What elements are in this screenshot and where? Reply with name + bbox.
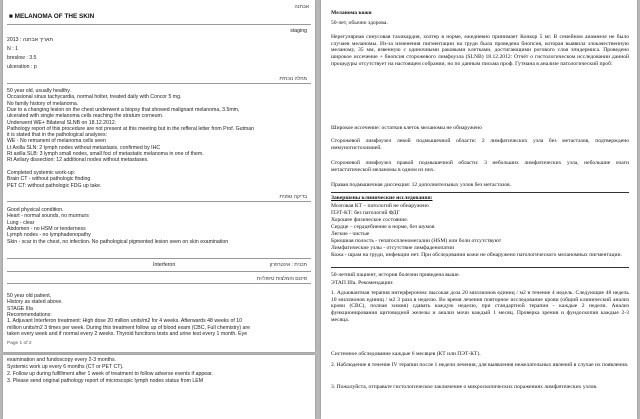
- history-line: No family history of melanoma.: [7, 100, 79, 107]
- translation-paragraph: ЭТАП IIIa. Рекомендации:: [331, 280, 394, 286]
- exam-line: Heart - normal sounds, no murmurs: [7, 213, 89, 220]
- page2-line: examination and fundoscopy every 2-3 months.: [7, 357, 117, 363]
- exam-line: Abdomen - no HSM or tenderness: [7, 225, 86, 232]
- staging-line: תאריך אבחנה : 2013: [7, 37, 54, 43]
- summary-line: 1. Adjuvant Interferon treatment: High dose 20 million units/m2 for 4 weeks. Afterwards 48 weeks of 10: [7, 318, 242, 325]
- translation-paragraph: Нерегулярная синусовая тахикардия, холтер в норме, ежедневно принимает Конкор 5 мг. В семейном анамнезе не было случаев меланомы. Из-за изменения пигментации на груди была проведена биопсия, которая выявила злокачественную меланому, 35 мм, язвенную с одиночными раковыми клетками, достигающими рогового слоя эпидермиса. Проведено широкое иссечение + биопсия сторожевого лимфоузла (SLNB) 18.12.2012: Отчёт о гистологическом исследовании данной процедуры отсутствует на настоящем собрании, но по данным письма проф. Гутмана в анализе патологический проб:: [331, 34, 629, 67]
- summary-line: Recommendations:: [7, 311, 52, 318]
- translation-list-item: Хорошее физическое состояние.: [331, 217, 409, 223]
- history-line: Rt Axilary dissection: 12 additional nodes without metastases.: [7, 157, 149, 164]
- divider: [331, 267, 629, 268]
- history-line: Lt Axilla SLN: 2 lymph nodes without metastasis, confirmed by IHC: [7, 144, 161, 151]
- divider: [7, 271, 311, 272]
- section-heading-summary: סיכום והמלצות טיפוליות: [256, 276, 307, 282]
- summary-line: 50 year old patient,: [7, 293, 52, 299]
- document-page-english-2: [3, 355, 315, 419]
- translation-list-item: Сердце – сердцебиение в норме, без шумов: [331, 224, 435, 230]
- exam-line: Lung - clear: [7, 219, 35, 226]
- diagnosis-title: ■ MELANOMA OF THE SKIN: [9, 13, 95, 20]
- divider: [7, 201, 311, 202]
- divider: [331, 192, 629, 193]
- staging-label: staging: [290, 28, 307, 34]
- translation-list-item: Брюшная полость - гепатоспленомегалии (HSM) или боли отсутствуют: [331, 238, 502, 244]
- translation-paragraph: Сторожевой лимфоузел левой подмышечной области: 2 лимфатических узла без метастазов, подтверждено иммуногистохимией.: [331, 138, 629, 151]
- translation-paragraph: Кожа - шрам на груди, инфекции нет. При обследовании кожи не обнаружено патологического меланомных пигментации.: [331, 252, 622, 258]
- translation-paragraph: Широкое иссечение: остатков клеток меланомы не обнаружено: [331, 125, 482, 131]
- history-line: it is stated that in the pathological analyses:: [7, 132, 108, 139]
- document-page-russian: [321, 0, 637, 419]
- translation-list-item: ПЭТ-КТ: без патологий ФДГ: [331, 210, 400, 216]
- page-number: Page 1 of 2: [7, 341, 32, 346]
- summary-line: taken every week and if normal every 2 weeks. Thyroid functions tests and urine test every 1 month. Eye: [7, 330, 248, 337]
- exam-line: Good physical condition.: [7, 207, 64, 213]
- history-line: PET CT: without pathologic FDG up take.: [7, 182, 102, 189]
- summary-line: STAGE IIIa: [7, 305, 33, 312]
- history-line: Rt axilla SLB: 3 lymph small nodes, small foci of metastatic melanoma in one of them.: [7, 151, 204, 157]
- translation-subheading: Завершены клинические исследования:: [331, 195, 433, 201]
- translation-title: Меланома кожи: [331, 10, 372, 16]
- history-line: Brain CT - without pathologic finding: [7, 176, 91, 183]
- section-heading-history: מחלה נוכחית: [279, 76, 307, 82]
- translation-paragraph: Системное обследование каждые 6 месяцев (КТ или ПЭТ-КТ).: [331, 351, 481, 357]
- diagnosis-title-text: MELANOMA OF THE SKIN: [14, 13, 95, 20]
- divider: [7, 258, 311, 259]
- divider: [7, 24, 311, 25]
- history-line: Completed systemic work-up:: [7, 169, 76, 176]
- history-line: Due to a changing lesion on the chest underwent a biopsy that showed malignant melanoma, 3.5mm,: [7, 106, 240, 113]
- summary-line: million units/m2 3 times per week. During this treatment follow up of blood exam (CBC, Full chemistry) are: [7, 324, 251, 331]
- translation-paragraph: 50-летний пациент, история болезни приведена выше.: [331, 272, 460, 278]
- translation-list-item: Легкие - чистые: [331, 231, 370, 237]
- translation-paragraph: Правая подмышечная диссекция: 12 дополнительных узлов без метастазов.: [331, 182, 512, 188]
- divider: [7, 83, 311, 84]
- staging-line: breslow : 3.5: [7, 55, 37, 61]
- document-page-english: [3, 0, 315, 352]
- history-line: ulcerated with single melanoma cells reaching the stratum corneum.: [7, 113, 164, 120]
- translation-paragraph: 2. Наблюдение в течение IV терапии после 1 недели лечения, для выявления нежелательных явлений в случае их появления.: [331, 362, 629, 368]
- translation-paragraph: 50-лет, обычно здорова.: [331, 20, 388, 26]
- page2-line: 3. Please send original pathology report of microscopic lymph nodes status from LEM: [7, 378, 204, 384]
- page2-line: 2. Follow up during fulfillment after 1 week of treatment to follow adverse events if appear.: [7, 371, 213, 377]
- translation-list-item: Лимфатические узлы - отсутствие лимфаденопатии: [331, 245, 455, 251]
- exam-line: Skin - scar in the chest, no infection. No pathological pigmented lesion seen on skin examination: [7, 238, 229, 245]
- translation-paragraph: 3. Пожалуйста, отправьте гистологическое заключение о микроскопических поражениях лимфатических узлов.: [331, 384, 598, 390]
- history-line: Pathology report of this procedure are not present at this meeting but in the refferal letter from Prof. Gutman: [7, 125, 255, 132]
- divider: [7, 283, 311, 284]
- page2-line: Systemic work up every 6 months (CT or PET CT).: [7, 364, 124, 370]
- interferon-label: Interferon: [153, 262, 176, 268]
- staging-line: N : 1: [7, 46, 18, 52]
- translation-paragraph: Сторожевой лимфоузел правой подмышечной области: 3 небольших лимфатических узла, небольшие очаги метастатической меланомы в одном из них.: [331, 160, 629, 173]
- section-heading-exam: בדיקה גופנית: [279, 194, 307, 200]
- translation-paragraph: 1. Адъювантная терапия интерфероном: высокая доза 20 миллионов единиц / м2 в течение 4 недель. Следующие 48 недель 10 миллионов единиц / м2 3 раза в неделю. Во время лечения повторное исследование крови (общий клинический анализ крови (CBC), полная химия) сдавать каждую неделю, при стандартной терапии - каждые 2 недели. Анализ функционирования щитовидной железы и анализ мочи каждый 1 месяц. Проверка зрения и фундоскопия каждые 2-3 месяца.: [331, 290, 629, 323]
- translation-list-item: Мозговая КТ – патологий не обнаружено: [331, 203, 429, 209]
- summary-line: History as stated above.: [7, 299, 63, 306]
- exam-line: Lymph nodes - no lymphadenopathy: [7, 232, 91, 239]
- interferon-hebrew: תכנית : אינטרפרון: [269, 262, 307, 268]
- history-line: Occasional sinus tachycardia, normal holter, treated daily with Concor 5 mg.: [7, 94, 182, 101]
- history-line: WE - No remanent of melanoma cells seen: [7, 138, 106, 145]
- staging-line: ulceration : p: [7, 64, 37, 70]
- history-line: 50 year old, usually healthy.: [7, 88, 71, 94]
- history-line: Underwent WE+ Bilateral SLNB on 18.12.2012.: [7, 119, 117, 126]
- hebrew-header: אבחנה: [294, 4, 309, 10]
